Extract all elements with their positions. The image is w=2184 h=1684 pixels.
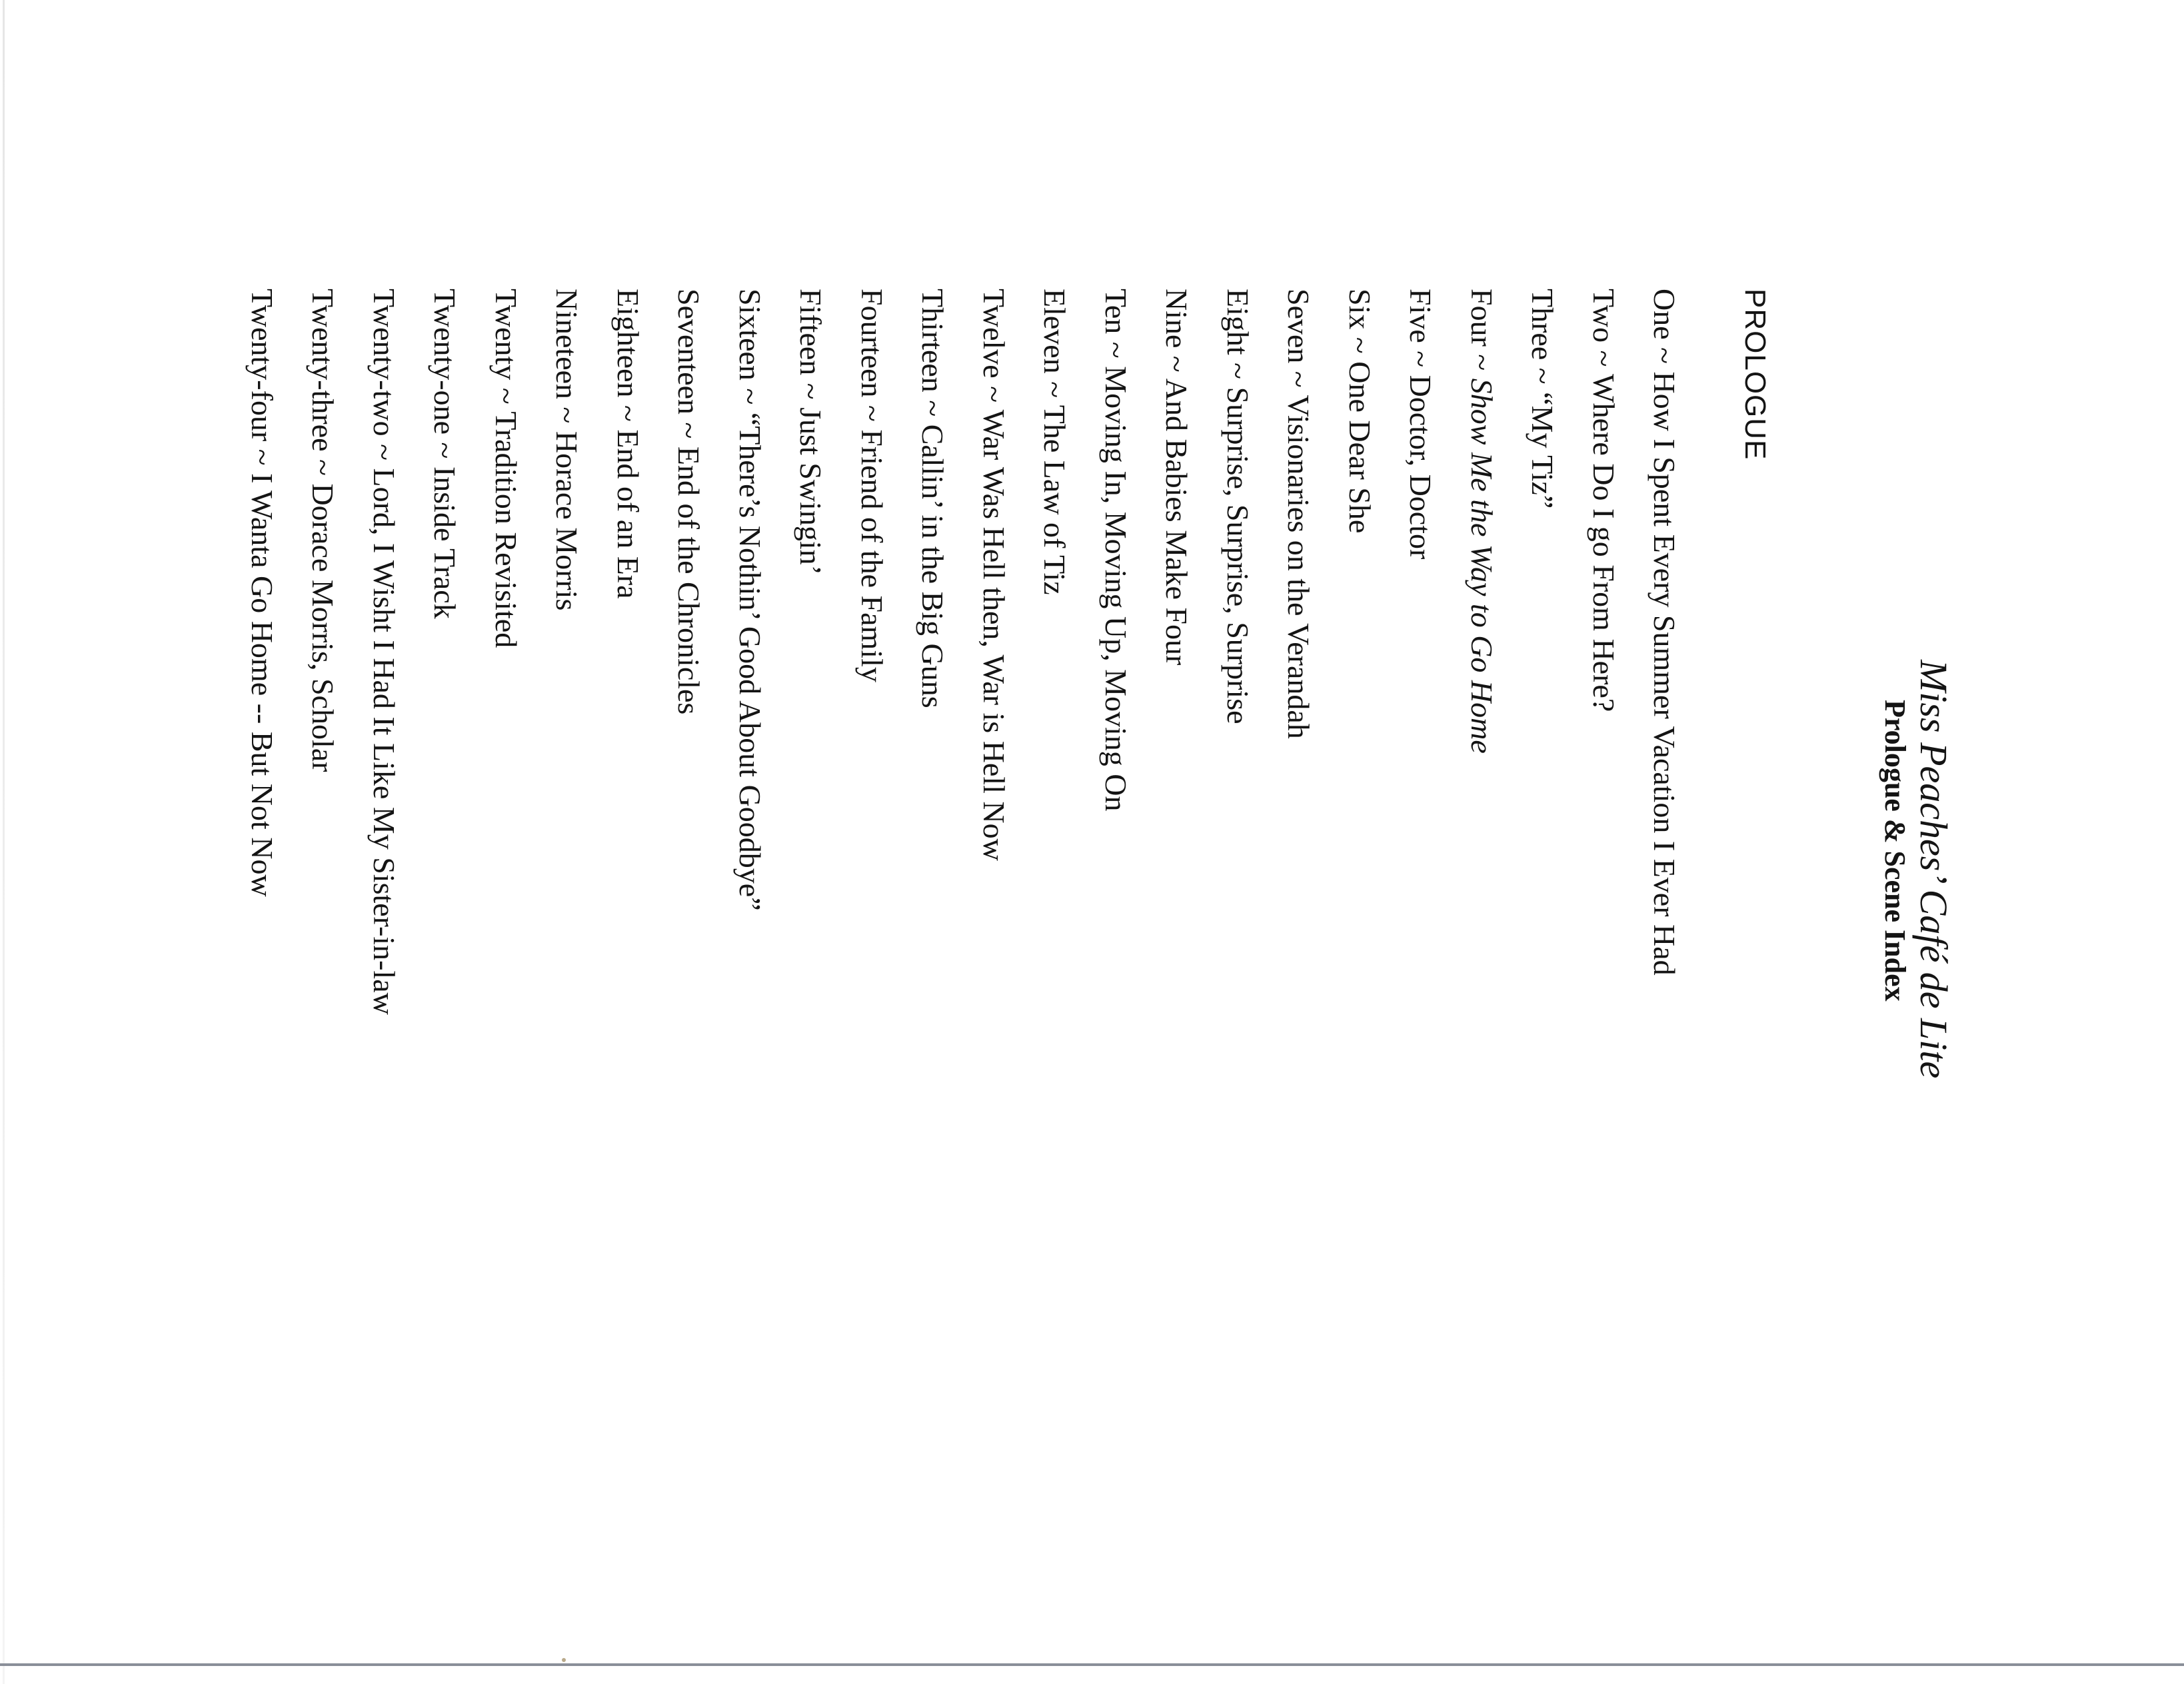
scene-item — [1588, 289, 1619, 712]
scene-number: Twenty — [489, 289, 523, 381]
scene-title: Horace Morris — [550, 430, 584, 611]
scene-item — [307, 289, 338, 772]
scene-item — [429, 289, 460, 619]
scene-separator: ~ — [550, 399, 584, 431]
scene-title: Just Swingin’ — [794, 407, 828, 575]
scene-separator: ~ — [1404, 343, 1438, 375]
scene-title: Tradition Revisited — [489, 411, 523, 648]
scene-item — [1405, 289, 1436, 559]
scene-item — [491, 289, 521, 648]
scene-separator: ~ — [794, 375, 828, 408]
scene-separator: ~ — [1220, 355, 1255, 387]
scene-number: Three — [1526, 289, 1560, 361]
scene-title: Callin’ in the Big Guns — [916, 424, 950, 708]
scene-separator: ~ — [1160, 348, 1194, 379]
scan-edge-left — [3, 0, 5, 1684]
scene-separator: ~ — [1647, 339, 1681, 372]
scene-title: Friend of the Family — [854, 429, 889, 682]
scene-item — [1527, 289, 1558, 508]
scene-item — [795, 289, 826, 575]
scene-number: Sixteen — [732, 289, 767, 381]
scene-item — [1649, 289, 1679, 976]
scene-item — [1466, 289, 1497, 754]
scene-number: Fourteen — [854, 289, 889, 398]
scene-item — [978, 289, 1009, 861]
scene-separator: ~ — [732, 380, 767, 413]
scene-separator: ~ — [1586, 343, 1621, 375]
scan-speck — [562, 1658, 566, 1662]
scene-item — [734, 289, 765, 911]
scene-item — [1283, 289, 1314, 739]
scene-item — [856, 289, 887, 682]
scene-title: Visionaries on the Verandah — [1282, 395, 1316, 739]
scene-number: Twenty-two — [367, 289, 401, 436]
scene-title: And Babies Make Four — [1160, 378, 1194, 666]
scene-separator: ~ — [306, 451, 340, 484]
scene-title: “My Tiz” — [1526, 392, 1560, 509]
scene-number: Ten — [1098, 289, 1133, 335]
scene-number: Fifteen — [794, 289, 828, 376]
scene-item — [1100, 289, 1131, 812]
scene-number: Six — [1342, 289, 1377, 330]
scene-title: Doctor, Doctor — [1404, 375, 1438, 560]
scene-title: One Dear She — [1342, 361, 1377, 534]
scene-number: Five — [1404, 289, 1438, 343]
scene-item — [1344, 289, 1375, 533]
scene-number: Seventeen — [672, 289, 706, 415]
prologue-heading: PROLOGUE — [1739, 289, 1771, 460]
scene-item — [673, 289, 704, 714]
scene-item — [917, 289, 948, 708]
scene-separator: ~ — [428, 434, 462, 466]
scene-title: Show Me the Way to Go Home — [1464, 378, 1499, 754]
scene-separator: ~ — [1282, 363, 1316, 395]
scene-separator: ~ — [1526, 360, 1560, 393]
document-subtitle: Prologue & Scene Index — [1879, 700, 1911, 1002]
scene-item — [247, 289, 277, 897]
scene-number: Nineteen — [550, 289, 584, 400]
scene-number: Thirteen — [916, 289, 950, 393]
scene-item — [612, 289, 643, 599]
scene-item — [1222, 289, 1253, 724]
scene-number: Eighteen — [610, 289, 645, 398]
scene-number: Twenty-one — [428, 289, 462, 435]
scene-separator: ~ — [1342, 329, 1377, 362]
scene-separator: ~ — [854, 397, 889, 430]
scene-title: End of an Era — [610, 429, 645, 599]
scene-title: Inside Track — [428, 466, 462, 619]
scene-title: The Law of Tiz — [1038, 405, 1072, 595]
scene-separator: ~ — [245, 441, 279, 474]
scene-separator: ~ — [976, 378, 1011, 410]
scene-number: Eight — [1220, 289, 1255, 355]
scene-separator: ~ — [489, 380, 523, 412]
scene-title: War Was Hell then, War is Hell Now — [976, 409, 1011, 861]
scene-title: “There’s Nothin’ Good About Goodbye” — [732, 412, 767, 911]
scene-number: Two — [1586, 289, 1621, 343]
scene-item — [369, 289, 399, 1015]
scene-number: Twelve — [976, 289, 1011, 379]
scene-title: How I Spent Every Summer Vacation I Ever Had — [1647, 371, 1681, 976]
scene-separator: ~ — [610, 397, 645, 430]
scene-separator: ~ — [672, 415, 706, 446]
scene-separator: ~ — [1098, 334, 1133, 367]
scene-title: Where Do I go From Here? — [1586, 374, 1621, 712]
scene-title: Moving In, Moving Up, Moving On — [1098, 366, 1133, 812]
scene-item — [551, 289, 582, 610]
scene-number: Eleven — [1038, 289, 1072, 374]
scene-title: Lord, I Wisht I Had It Like My Sister-in-law — [367, 468, 401, 1015]
scene-item — [1161, 289, 1192, 665]
scene-separator: ~ — [1038, 373, 1072, 405]
scene-number: Twenty-three — [306, 289, 340, 452]
scan-edge-bottom — [0, 1663, 2184, 1666]
scene-number: Four — [1464, 289, 1499, 347]
scene-item — [1039, 289, 1070, 595]
scene-separator: ~ — [367, 436, 401, 468]
scene-number: Nine — [1160, 289, 1194, 349]
scene-title: Dorace Morris, Scholar — [306, 483, 340, 772]
scene-title: I Wanta Go Home -- But Not Now — [245, 473, 279, 897]
scene-separator: ~ — [1464, 346, 1499, 379]
scene-title: End of the Chronicles — [672, 446, 706, 715]
scene-number: Twenty-four — [245, 289, 279, 442]
scene-separator: ~ — [916, 392, 950, 424]
document-title: Miss Peaches’ Café de Lite — [1912, 660, 1955, 1079]
scene-number: One — [1647, 289, 1681, 340]
scene-title: Surprise, Surprise, Surprise — [1220, 387, 1255, 724]
scene-number: Seven — [1282, 289, 1316, 364]
